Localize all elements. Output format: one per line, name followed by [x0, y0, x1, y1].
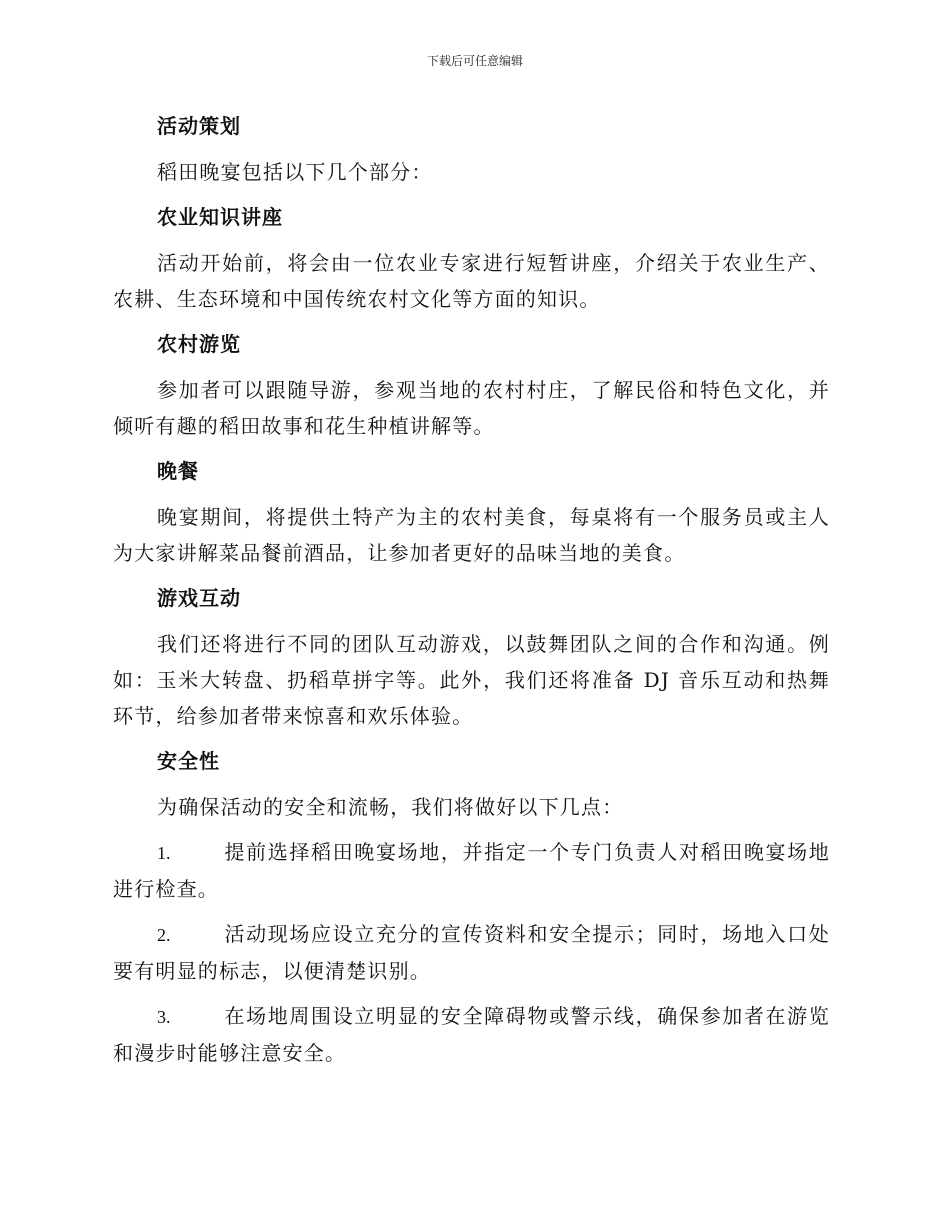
- page-header: 下载后可任意编辑: [426, 54, 523, 68]
- list-item-text: 活动现场应设立充分的宣传资料和安全提示；同时，场地入口处要有明显的标志，以便清楚识别。: [113, 922, 830, 983]
- paragraph-safety-intro: 为确保活动的安全和流畅，我们将做好以下几点：: [157, 795, 624, 819]
- paragraph-plan-intro: 稻田晚宴包括以下几个部分：: [157, 160, 433, 184]
- document-body: [113, 108, 830, 1080]
- paragraph-tour: 参加者可以跟随导游，参观当地的农村村庄，了解民俗和特色文化，并倾听有趣的稻田故事和花生种植讲解等。: [113, 378, 830, 438]
- section-heading-plan: 活动策划: [157, 114, 241, 138]
- section-heading-games: 游戏互动: [157, 586, 241, 610]
- section-heading-dinner: 晚餐: [157, 459, 199, 483]
- section-heading-lecture: 农业知识讲座: [157, 205, 283, 229]
- section-heading-safety: 安全性: [157, 749, 220, 773]
- paragraph-dinner: 晚宴期间，将提供土特产为主的农村美食，每桌将有一个服务员或主人为大家讲解菜品餐前酒品，让参加者更好的品味当地的美食。: [113, 505, 830, 565]
- list-item: [113, 916, 830, 989]
- list-item-number: 3.: [157, 1007, 171, 1027]
- list-item: [113, 834, 830, 907]
- section-heading-tour: 农村游览: [157, 332, 241, 356]
- list-item-number: 1.: [157, 843, 171, 863]
- list-item: [113, 998, 830, 1071]
- paragraph-lecture: 活动开始前，将会由一位农业专家进行短暂讲座，介绍关于农业生产、农耕、生态环境和中国传统农村文化等方面的知识。: [113, 251, 830, 311]
- list-item-number: 2.: [157, 925, 171, 945]
- list-item-text: 在场地周围设立明显的安全障碍物或警示线，确保参加者在游览和漫步时能够注意安全。: [113, 1004, 830, 1065]
- list-item-text: 提前选择稻田晚宴场地，并指定一个专门负责人对稻田晚宴场地进行检查。: [113, 840, 830, 901]
- paragraph-games: 我们还将进行不同的团队互动游戏，以鼓舞团队之间的合作和沟通。例如：玉米大转盘、扔稻草拼字等。此外，我们还将准备 DJ 音乐互动和热舞环节，给参加者带来惊喜和欢乐体验。: [113, 632, 830, 728]
